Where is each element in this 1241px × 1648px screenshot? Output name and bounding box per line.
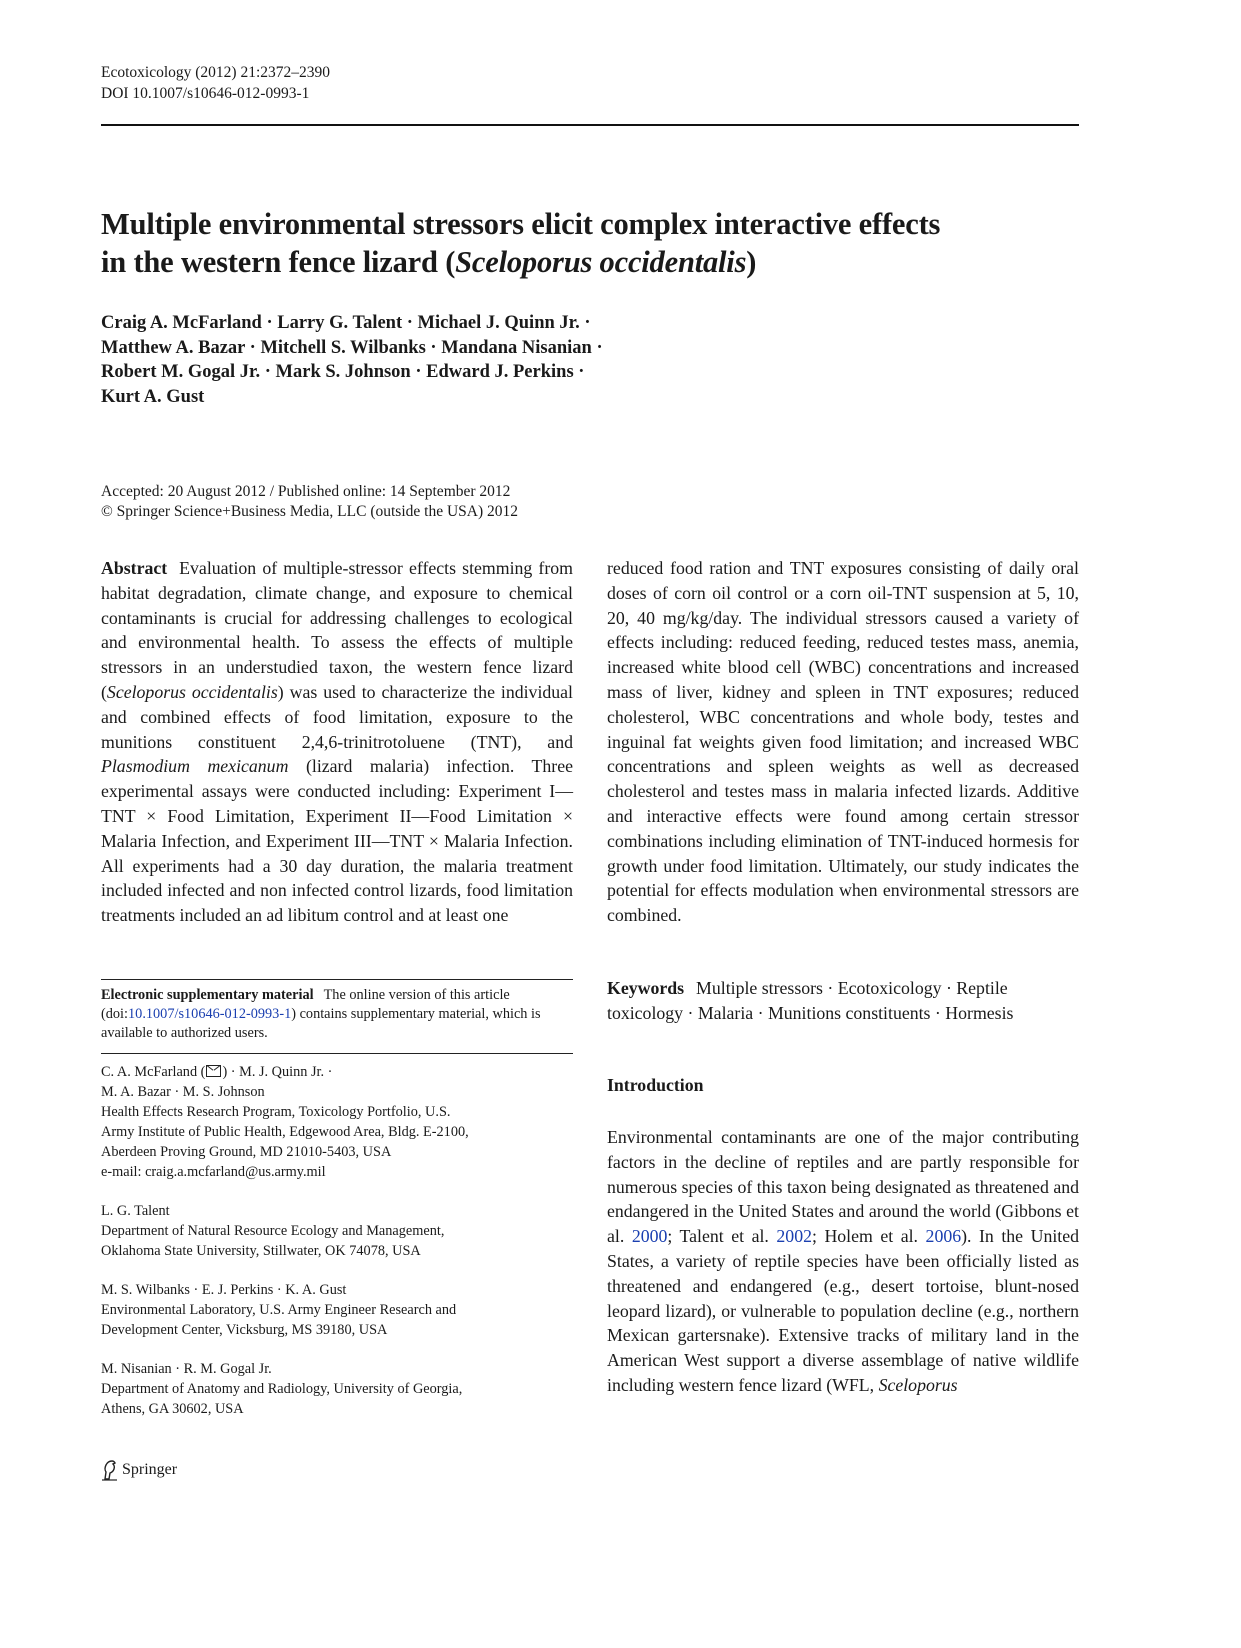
esm-heading: Electronic supplementary material <box>101 987 314 1003</box>
article-title <box>101 205 1081 281</box>
affiliation-names: M. S. Wilbanks · E. J. Perkins · K. A. Gust <box>101 1282 347 1298</box>
introduction-paragraph <box>607 1125 1079 1398</box>
abstract-heading: Abstract <box>101 558 168 578</box>
affiliation-block <box>101 1062 573 1182</box>
abstract-right-column <box>607 556 1079 928</box>
intro-text: Environmental contaminants are one of the major contributing factors in the decline of reptiles and are partly responsible for numerous species of this taxon being designated as threatened and endangered in the United States and around the world (Gibbons et al. <box>607 1127 1079 1247</box>
abstract-species-name: Sceloporus occidentalis <box>106 681 278 702</box>
intro-genus: Sceloporus <box>878 1374 958 1395</box>
springer-horse-icon <box>101 1459 119 1481</box>
citation-link[interactable]: 2000 <box>631 1226 668 1247</box>
footnote-rule <box>101 979 573 980</box>
affiliation-rule <box>101 1053 573 1054</box>
title-line-2 <box>101 243 1081 281</box>
affiliation-address: Health Effects Research Program, Toxicology Portfolio, U.S. <box>101 1104 451 1120</box>
title-line-2-text: in the western fence lizard ( <box>101 245 456 279</box>
journal-citation: Ecotoxicology (2012) 21:2372–2390 <box>101 64 331 81</box>
abstract-parasite-name: Plasmodium mexicanum <box>101 756 289 777</box>
abstract-continuation: reduced food ration and TNT exposures consisting of daily oral doses of corn oil control or a corn oil-TNT suspension at 5, 10, 20, 40 mg/kg/day. The individual stressors caused a variety of effects including: reduced feeding, reduced testes mass, anemia, increased white blood cell (WBC) concentrations and increased mass of liver, kidney and spleen in TNT exposures; reduced cholesterol, WBC concentrations and whole body, testes and inguinal fat weights given food limitation; and increased WBC concentrations and spleen weights as well as decreased cholesterol and testes mass in malaria infected lizards. Additive and interactive effects were found among certain stressor combinations including elimination of TNT-induced hormesis for growth under food limitation. Ultimately, our study indicates the potential for effects modulation when environmental stressors are combined. <box>607 558 1079 926</box>
affiliation-address: Development Center, Vicksburg, MS 39180, USA <box>101 1322 388 1338</box>
affiliation-block <box>101 1359 573 1419</box>
affiliation-names-text: C. A. McFarland ( <box>101 1064 206 1080</box>
affiliation-names: L. G. Talent <box>101 1203 170 1219</box>
intro-text: ). In the United States, a variety of reptile species have been officially listed as threatened and endangered (e.g., desert tortoise, blunt-nosed leopard lizard), or vulnerable to population decline (e.g., northern Mexican gartersnake). Extensive tracks of military land in the American West support a diverse assemblage of native wildlife including western fence lizard (WFL, <box>607 1226 1079 1395</box>
affiliation-address: Aberdeen Proving Ground, MD 21010-5403, USA <box>101 1144 392 1160</box>
intro-text: ; Holem et al. <box>811 1226 926 1247</box>
author-line: Kurt A. Gust <box>101 386 205 407</box>
affiliation-block <box>101 1280 573 1340</box>
abstract-text: (lizard malaria) infection. Three experimental assays were conducted including: Experiment I—TNT × Food Limitation, Experiment II—Food Limitation × Malaria Infection, and Experiment III—TNT × Malaria Infection. All experiments had a 30 day duration, the malaria treatment included infected and non infected control lizards, food limitation treatments included an ad libitum control and at least one <box>101 756 573 926</box>
affiliation-names <box>101 1062 573 1082</box>
abstract-text: ) was used to characterize the individual and combined effects of food limitation, exposure to the munitions constituent 2,4,6-trinitrotoluene (TNT), and <box>101 681 573 752</box>
abstract-left-column <box>101 556 573 928</box>
affiliation-address: Athens, GA 30602, USA <box>101 1401 244 1417</box>
esm-text: ) contains supplementary material, which is available to authorized users. <box>101 1006 541 1041</box>
journal-header <box>101 62 330 104</box>
title-line-1: Multiple environmental stressors elicit complex interactive effects <box>101 207 941 241</box>
title-line-2-close: ) <box>746 245 757 279</box>
header-rule <box>101 124 1079 126</box>
author-list <box>101 311 603 409</box>
keywords <box>607 976 1079 1026</box>
introduction-body <box>607 1125 1079 1398</box>
supplementary-note <box>101 986 573 1043</box>
affiliation-names: M. A. Bazar · M. S. Johnson <box>101 1084 265 1100</box>
publication-dates <box>101 482 518 522</box>
abstract-text: Evaluation of multiple-stressor effects stemming from habitat degradation, climate change, and exposure to chemical contaminants is crucial for addressing challenges to ecological and environmental health. To assess the effects of multiple stressors in an understudied taxon, the western fence lizard ( <box>101 558 573 702</box>
author-line: Matthew A. Bazar · Mitchell S. Wilbanks · Mandana Nisanian · <box>101 337 603 358</box>
affiliation-address: Environmental Laboratory, U.S. Army Engineer Research and <box>101 1302 457 1318</box>
doi-line: DOI 10.1007/s10646-012-0993-1 <box>101 85 310 102</box>
affiliation-address: Army Institute of Public Health, Edgewood Area, Bldg. E-2100, <box>101 1124 469 1140</box>
envelope-icon <box>206 1065 221 1077</box>
author-line: Robert M. Gogal Jr. · Mark S. Johnson · Edward J. Perkins · <box>101 362 585 383</box>
publisher-name: Springer <box>122 1461 178 1478</box>
accepted-date: Accepted: 20 August 2012 / Published online: 14 September 2012 <box>101 483 511 500</box>
keywords-heading: Keywords <box>607 978 685 998</box>
citation-link[interactable]: 2006 <box>925 1226 962 1247</box>
page-footer <box>101 1459 177 1481</box>
introduction-heading: Introduction <box>607 1075 704 1095</box>
affiliation-address: Department of Natural Resource Ecology and Management, <box>101 1223 445 1239</box>
title-species: Sceloporus occidentalis <box>455 245 747 279</box>
citation-link[interactable]: 2002 <box>776 1226 812 1247</box>
doi-link[interactable]: 10.1007/s10646-012-0993-1 <box>128 1006 292 1022</box>
affiliation-address: Department of Anatomy and Radiology, University of Georgia, <box>101 1381 463 1397</box>
affiliation-block <box>101 1201 573 1261</box>
abstract-paragraph <box>101 556 573 928</box>
affiliation-address: Oklahoma State University, Stillwater, OK 74078, USA <box>101 1243 421 1259</box>
affiliation-names-text: ) · M. J. Quinn Jr. · <box>222 1064 333 1080</box>
esm-text: The online version of this article (doi: <box>101 987 510 1022</box>
corresponding-email[interactable]: e-mail: craig.a.mcfarland@us.army.mil <box>101 1164 326 1180</box>
keywords-list: Multiple stressors · Ecotoxicology · Reptile toxicology · Malaria · Munitions constituents · Hormesis <box>607 978 1014 1023</box>
intro-text: ; Talent et al. <box>667 1226 777 1247</box>
copyright-notice: © Springer Science+Business Media, LLC (outside the USA) 2012 <box>101 503 519 520</box>
author-line: Craig A. McFarland · Larry G. Talent · Michael J. Quinn Jr. · <box>101 313 591 333</box>
affiliation-names: M. Nisanian · R. M. Gogal Jr. <box>101 1361 272 1377</box>
